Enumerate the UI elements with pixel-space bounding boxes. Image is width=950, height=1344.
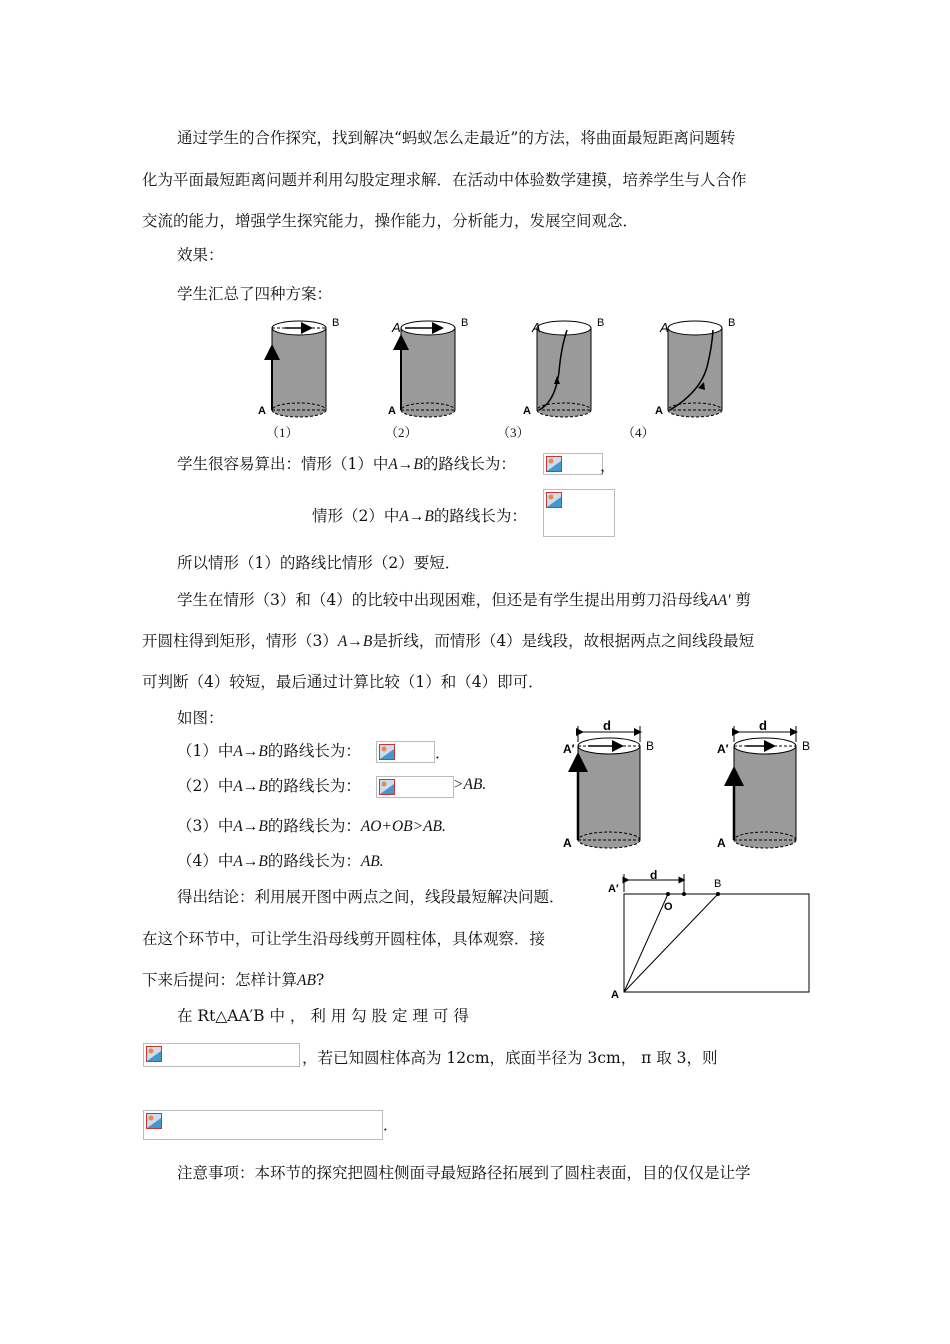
formula-image-placeholder xyxy=(376,741,435,763)
label-b: B xyxy=(728,317,736,329)
label-b: B xyxy=(714,878,722,890)
paragraph-line: 学生在情形（3）和（4）的比较中出现困难，但还是有学生提出用剪刀沿母线AA′ 剪 xyxy=(177,591,752,609)
unrolled-cylinders-figure xyxy=(556,718,816,858)
caption-3: （3） xyxy=(497,425,530,440)
item-2-end: >AB. xyxy=(453,776,487,793)
calc-line-2: 情形（2）中A→B的路线长为： xyxy=(312,507,527,525)
caption-1: （1） xyxy=(266,425,299,440)
label-a: A xyxy=(523,405,531,417)
label-a: A xyxy=(655,405,663,417)
calc-line-1: 学生很容易算出：情形（1）中A→B的路线长为： xyxy=(177,455,516,473)
image-icon xyxy=(379,779,395,795)
label-a-top: A xyxy=(660,320,669,335)
item-1-end: ． xyxy=(435,744,451,762)
paragraph-line: 注意事项：本环节的探究把圆柱侧面寻最短路径拓展到了圆柱表面，目的仅仅是让学 xyxy=(177,1164,751,1182)
label-b: B xyxy=(802,739,811,753)
label-a-prime: A′ xyxy=(717,742,729,756)
label-a: A xyxy=(563,836,572,850)
paragraph-line: 通过学生的合作探究，找到解决“蚂蚁怎么走最近”的方法，将曲面最短距离问题转 xyxy=(177,129,736,147)
paragraph-line: 在这个环节中，可让学生沿母线剪开圆柱体，具体观察．接 xyxy=(142,930,546,948)
paragraph-line: 得出结论：利用展开图中两点之间，线段最短解决问题． xyxy=(177,888,565,906)
period: ． xyxy=(383,1116,399,1134)
image-icon xyxy=(379,744,395,760)
image-icon xyxy=(546,492,562,508)
label-b: B xyxy=(646,739,655,753)
label-a-top: A xyxy=(532,320,541,335)
cylinder-1 xyxy=(258,317,339,417)
label-a: A xyxy=(611,989,619,1000)
image-icon xyxy=(546,456,562,472)
caption-2: （2） xyxy=(385,425,418,440)
paragraph-line: 所以情形（1）的路线比情形（2）要短． xyxy=(177,554,461,572)
label-b: B xyxy=(461,317,469,329)
formula-image-placeholder xyxy=(376,776,454,798)
label-a-top: A xyxy=(392,320,401,335)
paragraph-line: 交流的能力，增强学生探究能力，操作能力，分析能力，发展空间观念． xyxy=(142,212,639,230)
paragraph-line: ，若已知圆柱体高为 12cm，底面半径为 3cm， π 取 3，则 xyxy=(302,1049,718,1067)
cylinder-left xyxy=(563,718,654,850)
label-b: B xyxy=(332,317,340,329)
label-b: B xyxy=(597,317,605,329)
formula-image-placeholder xyxy=(543,453,603,475)
item-3: （3）中A→B的路线长为：AO+OB>AB. xyxy=(177,817,446,835)
label-a: A xyxy=(388,405,396,417)
label-a-prime: A′ xyxy=(563,742,575,756)
image-icon xyxy=(146,1046,162,1062)
cylinder-right xyxy=(717,718,810,850)
paragraph-line: 在 Rt△AA′B 中 ， 利 用 勾 股 定 理 可 得 xyxy=(177,1007,469,1025)
formula-image-placeholder xyxy=(143,1110,383,1140)
cylinder-3 xyxy=(523,317,604,417)
formula-image-placeholder xyxy=(143,1043,300,1067)
item-1: （1）中A→B的路线长为： xyxy=(177,742,361,760)
label-a: A xyxy=(717,836,726,850)
item-2: （2）中A→B的路线长为： xyxy=(177,777,361,795)
label-d: d xyxy=(603,718,611,733)
label-d: d xyxy=(759,718,767,733)
cylinder-4 xyxy=(655,317,735,417)
paragraph-line: 可判断（4）较短，最后通过计算比较（1）和（4）即可． xyxy=(142,673,544,691)
caption-4: （4） xyxy=(622,425,655,440)
four-cylinders-figure xyxy=(255,312,745,440)
label-a: A xyxy=(258,405,266,417)
label-d: d xyxy=(650,868,658,882)
label-o: O xyxy=(664,901,673,913)
paragraph-line: 化为平面最短距离问题并利用勾股定理求解．在活动中体验数学建摸，培养学生与人合作 xyxy=(142,171,747,189)
paragraph-line: 下来后提问：怎样计算AB? xyxy=(142,971,325,989)
rectangle-unfold-figure xyxy=(606,868,812,1000)
formula-image-placeholder xyxy=(543,489,615,537)
label-a-prime: A′ xyxy=(608,883,619,895)
item-4: （4）中A→B的路线长为：AB. xyxy=(177,852,384,870)
image-icon xyxy=(146,1113,162,1129)
as-figure: 如图： xyxy=(177,709,224,727)
cylinder-2 xyxy=(388,317,468,417)
paragraph-line: 开圆柱得到矩形，情形（3）A→B是折线，而情形（4）是线段，故根据两点之间线段最短 xyxy=(142,632,755,650)
comma: ， xyxy=(600,457,616,475)
effect-heading: 效果： xyxy=(177,246,224,264)
summary-heading: 学生汇总了四种方案： xyxy=(177,285,333,303)
